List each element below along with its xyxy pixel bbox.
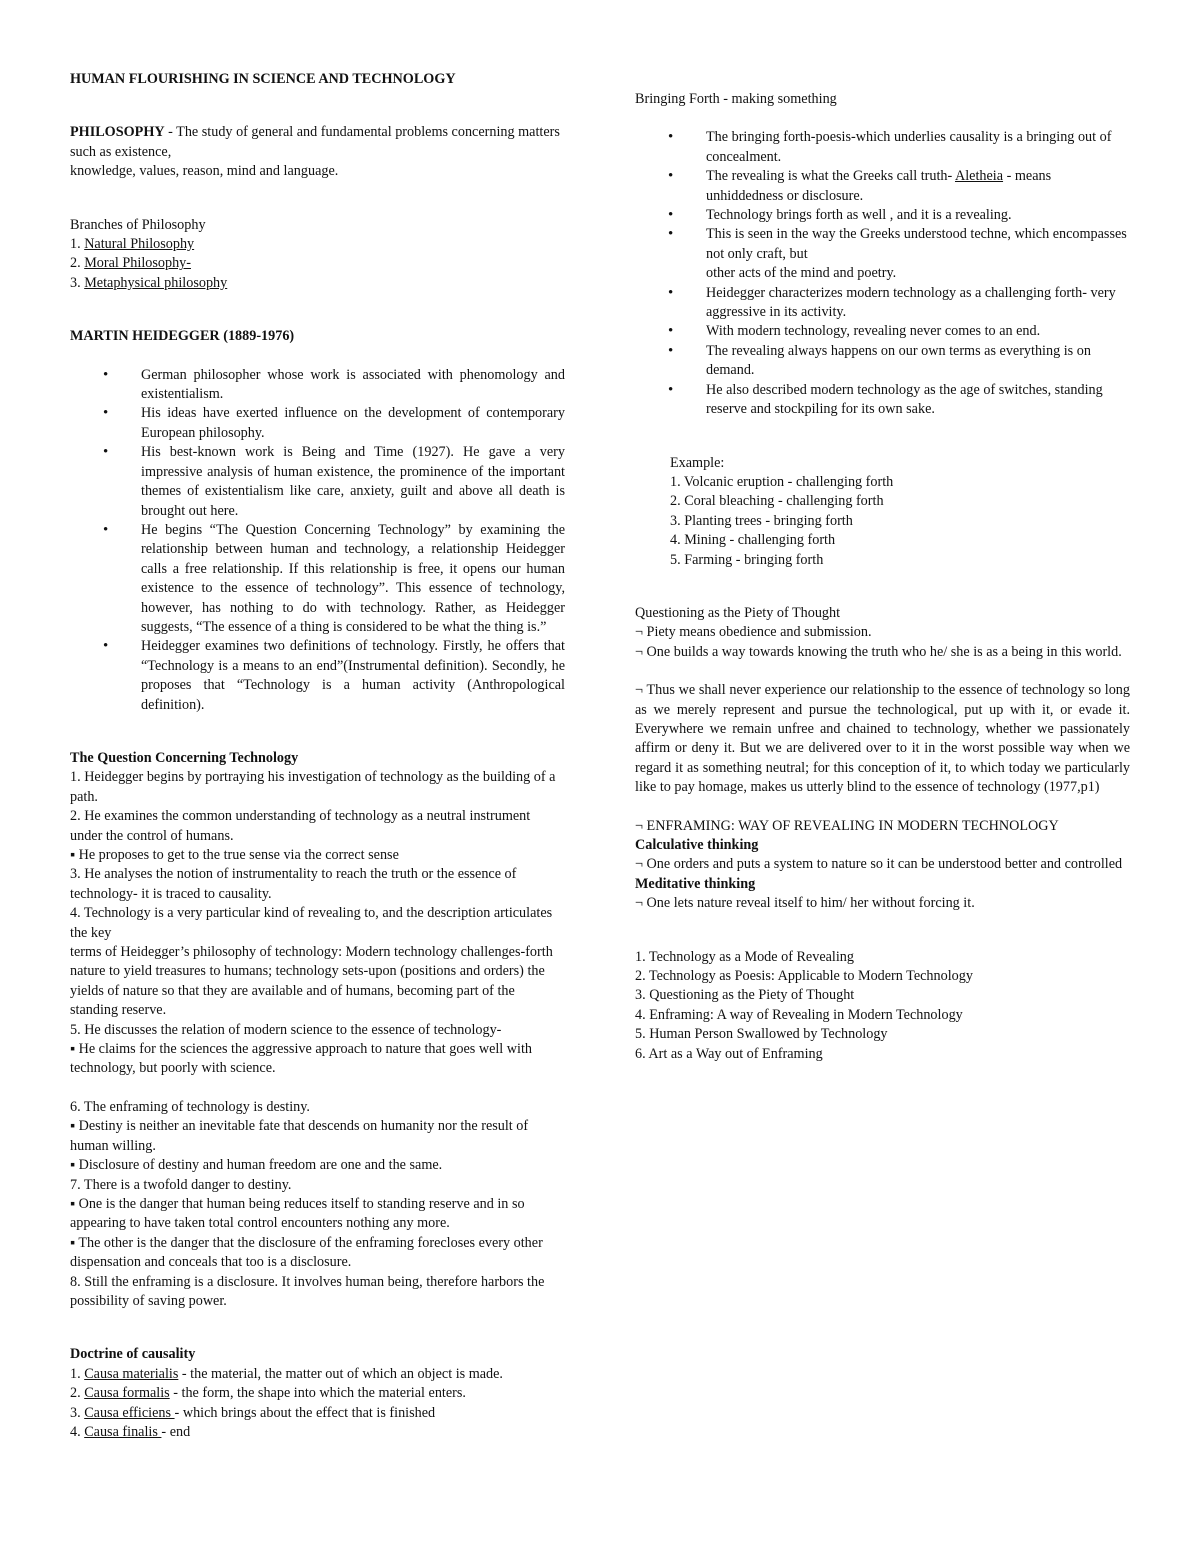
example-item: 3. Planting trees - bringing forth xyxy=(670,512,853,529)
meditative-desc: ¬ One lets nature reveal itself to him/ her without forcing it. xyxy=(635,895,975,912)
summary-item: 2. Technology as Poesis: Applicable to Modern Technology xyxy=(635,968,973,985)
calculative-thinking: Calculative thinking xyxy=(635,837,759,853)
philosophy-definition-cont: knowledge, values, reason, mind and language. xyxy=(70,163,339,180)
bullet-item: • The revealing always happens on our own terms as everything is on demand. xyxy=(706,342,1130,381)
bringing-forth-bullets xyxy=(635,128,1130,419)
question-line: 8. Still the enframing is a disclosure. It involves human being, therefore harbors the possibility of saving power. xyxy=(70,1273,545,1309)
meditative-thinking: Meditative thinking xyxy=(635,875,756,892)
causality-item: 4. Causa finalis - end xyxy=(70,1423,191,1440)
question-heading: The Question Concerning Technology xyxy=(70,749,299,766)
bullet-item: • His ideas have exerted influence on the development of contemporary European philosophy. xyxy=(141,404,565,443)
bullet-item: • With modern technology, revealing never comes to an end. xyxy=(706,322,1130,341)
heidegger-heading: MARTIN HEIDEGGER (1889-1976) xyxy=(70,328,295,345)
piety-line: ¬ One builds a way towards knowing the truth who he/ she is as a being in this world. xyxy=(635,643,1122,660)
question-line: ▪ Disclosure of destiny and human freedom are one and the same. xyxy=(70,1157,443,1174)
summary-item: 3. Questioning as the Piety of Thought xyxy=(635,987,855,1004)
question-line: terms of Heidegger’s philosophy of technology: Modern technology challenges-forth nature to yield treasures to humans; technology sets-upon (positions and orders) the yields of nature so that they are available and of humans, becoming part of the standing reserve. xyxy=(70,944,553,1019)
calculative-desc: ¬ One orders and puts a system to nature so it can be understood better and controlled Meditative thinking xyxy=(635,856,1123,892)
branch-item: 2. Moral Philosophy- xyxy=(70,255,191,272)
example-item: 4. Mining - challenging forth xyxy=(670,532,836,549)
right-column xyxy=(635,90,1130,1064)
question-line: 5. He discusses the relation of modern science to the essence of technology- xyxy=(70,1021,502,1038)
bullet-item: • This is seen in the way the Greeks understood techne, which encompasses not only craft, but other acts of the mind and poetry. xyxy=(706,225,1130,283)
question-line: 1. Heidegger begins by portraying his investigation of technology as the building of a path. xyxy=(70,769,556,805)
piety-heading: Questioning as the Piety of Thought xyxy=(635,604,841,621)
question-line: 6. The enframing of technology is destiny. xyxy=(70,1098,310,1115)
question-line: 4. Technology is a very particular kind of revealing to, and the description articulates the key xyxy=(70,905,553,941)
philosophy-definition: PHILOSOPHY - The study of general and fundamental problems concerning matters such as existence, xyxy=(70,124,560,160)
bullet-item: • He also described modern technology as the age of switches, standing reserve and stockpiling for its own sake. xyxy=(706,381,1130,420)
bringing-forth-heading: Bringing Forth - making something xyxy=(635,91,837,107)
bullet-item: • His best-known work is Being and Time (1927). He gave a very impressive analysis of human existence, the prominence of the important themes of existentialism like care, anxiety, guilt and above all death is brought out here. xyxy=(141,443,565,521)
bullet-item: • Heidegger examines two definitions of technology. Firstly, he offers that “Technology is a means to an end”(Instrumental definition). Secondly, he proposes that “Technology is a human activity (Anthropological definition). xyxy=(141,637,565,715)
bullet-item: • He begins “The Question Concerning Technology” by examining the relationship between human and technology, a relationship Heidegger calls a free relationship. If this relationship is free, it opens our human existence to the essence of technology”. This essence of technology, however, has nothing to do with technology. Rather, as Heidegger suggests, “The essence of a thing is considered to be what the thing is.” xyxy=(141,521,565,637)
piety-line: ¬ Piety means obedience and submission. xyxy=(635,624,872,641)
aletheia-term: Aletheia xyxy=(954,168,1004,185)
causality-item: 2. Causa formalis - the form, the shape into which the material enters. xyxy=(70,1385,466,1402)
summary-item: 6. Art as a Way out of Enframing xyxy=(635,1045,823,1062)
causality-item: 1. Causa materialis - the material, the matter out of which an object is made. xyxy=(70,1365,503,1382)
summary-item: 4. Enframing: A way of Revealing in Modern Technology xyxy=(635,1006,963,1023)
question-line: ▪ He claims for the sciences the aggressive approach to nature that goes well with technology, but poorly with science. xyxy=(70,1041,533,1077)
document-title: HUMAN FLOURISHING IN SCIENCE AND TECHNOLOGY xyxy=(70,71,456,87)
summary-item: 1. Technology as a Mode of Revealing xyxy=(635,948,854,965)
question-line: ▪ The other is the danger that the disclosure of the enframing forecloses every other dispensation and conceals that too is a disclosure. xyxy=(70,1234,543,1271)
bullet-item: • Heidegger characterizes modern technology as a challenging forth- very aggressive in its activity. xyxy=(706,284,1130,323)
question-line: ▪ Destiny is neither an inevitable fate that descends on humanity nor the result of human willing. xyxy=(70,1118,529,1154)
causality-heading: Doctrine of causality xyxy=(70,1346,196,1363)
bullet-item: • The bringing forth-poesis-which underlies causality is a bringing out of concealment. xyxy=(706,128,1130,167)
summary-item: 5. Human Person Swallowed by Technology xyxy=(635,1026,888,1043)
causality-item: 3. Causa efficiens - which brings about the effect that is finished xyxy=(70,1404,436,1421)
question-line: 2. He examines the common understanding of technology as a neutral instrument under the control of humans. xyxy=(70,808,531,844)
bullet-item: • German philosopher whose work is associated with phenomology and existentialism. xyxy=(141,366,565,405)
philosophy-term: PHILOSOPHY xyxy=(70,124,165,141)
heidegger-bullets xyxy=(70,366,565,715)
example-block xyxy=(635,454,1130,570)
piety-quote: ¬ Thus we shall never experience our relationship to the essence of technology so long as we merely represent and pursue the technological, put up with it, or evade it. Everywhere we remain unfree and chained to technology, whether we passionately affirm or deny it. But we are delivered over to it in the worst possible way when we regard it as something neutral; for this conception of it, to which today we particularly like to pay homage, makes us utterly blind to the essence of technology (1977,p1) xyxy=(635,682,1130,796)
branches-heading: Branches of Philosophy xyxy=(70,216,206,233)
question-line: ▪ He proposes to get to the true sense via the correct sense xyxy=(70,847,399,863)
example-item: 1. Volcanic eruption - challenging forth xyxy=(670,473,894,490)
question-line: 7. There is a twofold danger to destiny. xyxy=(70,1176,292,1193)
bullet-item: • Technology brings forth as well , and it is a revealing. xyxy=(706,206,1130,225)
branch-item: 3. Metaphysical philosophy xyxy=(70,274,228,291)
example-heading: Example: xyxy=(670,454,725,471)
left-column xyxy=(70,70,565,1442)
example-item: 5. Farming - bringing forth xyxy=(670,551,824,568)
example-item: 2. Coral bleaching - challenging forth xyxy=(670,493,884,510)
enframing-heading: ¬ ENFRAMING: WAY OF REVEALING IN MODERN TECHNOLOGY xyxy=(635,817,1059,834)
bullet-item: • The revealing is what the Greeks call truth- Aletheia - means unhiddedness or disclosure. xyxy=(706,167,1130,206)
question-line: ▪ One is the danger that human being reduces itself to standing reserve and in so appearing to have taken total control encounters nothing any more. xyxy=(70,1195,525,1232)
branch-item: 1. Natural Philosophy xyxy=(70,236,195,253)
question-line: 3. He analyses the notion of instrumentality to reach the truth or the essence of technology- it is traced to causality. xyxy=(70,866,517,902)
